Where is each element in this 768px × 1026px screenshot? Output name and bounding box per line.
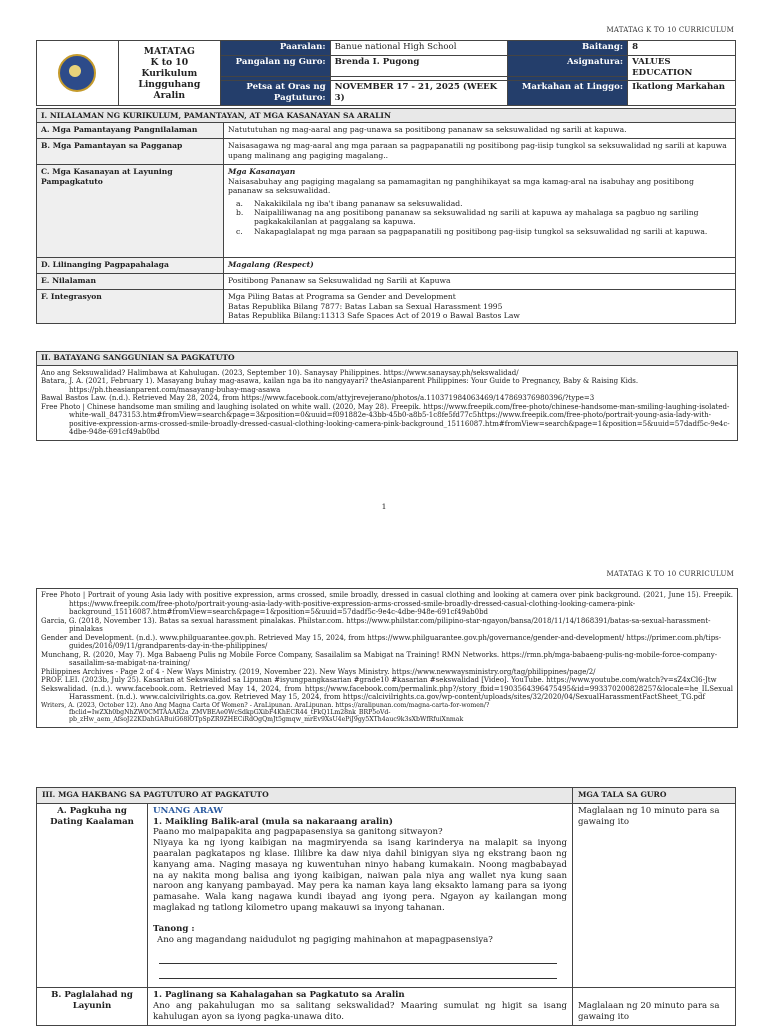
curriculum-header: MATATAG K TO 10 CURRICULUM (606, 570, 734, 578)
row-b-label: B. Mga Pamantayan sa Pagganap (37, 139, 224, 165)
document-title (118, 41, 220, 106)
answer-line (159, 964, 557, 979)
integrasyon-line: Batas Republika Bilang 7877: Batas Laban sa Sexual Harassment 1995 (228, 301, 503, 311)
reference-entry: Gender and Development. (n.d.). www.philguarantee.gov.ph. Retrieved May 15, 2024, from https://www.philguarantee.gov.ph/governance/gender-and-development/ https://primer.com.ph/tips-guides/2016/09/11/grandparents-day-in-the-philippines/ (41, 633, 722, 650)
section-1-table (36, 108, 736, 324)
kasanayan-heading: Mga Kasanayan (228, 167, 296, 177)
row-b-value: Naisasagawa ng mag-aaral ang mga paraan sa pagpapanatili ng positibong pag-iisip tungkol sa seksuwalidad ng sarili at kapuwa upang malinang ang pagiging magalang.. (224, 139, 736, 165)
reference-entry: Free Photo | Chinese handsome man smiling and laughing isolated on white wall. (2020, May 28). Freepik. https://www.freepik.com/free-photo/chinese-handsome-man-smiling-laughing-isolated-white-wall_8473153.htm#fromView=search&page=3&position=0&uuid=f091882e-43bb-45b0-a8b5-1c8fe5fd77c5https://www.freepik.com/free-photo/portrait-young-asia-lady-with-positive-expression-arms-crossed-smile-broadly-dressed-casual-clothing-looking-camera-pink-background_15116087.htm#fromView=search&page=1&position=5&uuid=57dadf5c-9e4c-4dbe-948e-691cf49ab0bd (41, 402, 730, 436)
balik-aral-heading: 1. Maikling Balik-aral (mula sa nakaraang aralin) (153, 816, 393, 827)
day-heading: UNANG ARAW (153, 805, 223, 816)
reference-entry: Batara, J. A. (2021, February 1). Masayang buhay mag-asawa, kailan nga ba ito nangyayari? theAsianparent Philippines: Your Guide to Pregnancy, Baby & Raising Kids. https://ph.theasianparent.com/masayang-buhay-mag-asawa (41, 377, 639, 394)
reference-entry: Sekswalidad. (n.d.). www.facebook.com. Retrieved May 14, 2024, from https://www.facebook.com/permalink.php?/story_fbid=1903564396475495&id=993370200828257&locale=he_ILSexual Harassment. (n.d.). www.calcivilrights.ca.gov. Retrieved May 15, 2024, from https://calcivilrights.ca.gov/wp-content/uploads/sites/32/2020/04/SexualHarassmentFactSheet_TG.pdf (41, 684, 733, 701)
layunin-item: Nakakikilala ng iba't ibang pananaw sa seksuwalidad. (254, 198, 463, 208)
tanong-label: Tanong : (153, 923, 195, 934)
section-2-title: II. BATAYANG SANGGUNIAN SA PAGKATUTO (37, 352, 737, 366)
section-1-title: I. NILALAMAN NG KURIKULUM, PAMANTAYAN, AT MGA KASANAYAN SA ARALIN (37, 109, 736, 123)
paglinang-text: Ano ang pakahulugan mo sa salitang sekswalidad? Maaring sumulat ng higit sa isang kahulugan ayon sa iyong pagka-unawa dito. (153, 1001, 567, 1022)
row-b-note: Maglalaan ng 20 minuto para sa gawaing ito (573, 988, 736, 1025)
row-e-label: E. Nilalaman (37, 274, 224, 290)
row-b-content (148, 988, 573, 1025)
balik-aral-question: Paano mo maipapakita ang pagpapasensiya sa ganitong sitwayon? (153, 827, 443, 838)
reference-entry: Ano ang Seksuwalidad? Halimbawa at Kahulugan. (2023, September 10). Sanaysay Philippines. https://www.sanaysay.ph/sekswalidad/ (41, 368, 519, 377)
markahan-label: Markahan at Linggo: (508, 81, 628, 106)
row-f-value (224, 290, 736, 324)
reference-entry: Writers, A. (2023, October 12). Ano Ang Magna Carta Of Women? - AraLipunan. AraLipunan. https://aralipunan.com/magna-carta-for-women/?fbclid=IwZXh0bgNhZW0CMTAAAR2a_ZMVBEAe0WcSdkpGXibF4KhECR44_tFkQ1Lm28nk_BRP5oVd-pb_zHw_aem_AfsoJ22KDahGABuiG68lOTpSpZR9ZHECiRdOgQmJt5gmqw_mrEv9XsU4ePiJ9gy5XTh4auc9k3sXbWfRfuiXnmak (41, 701, 490, 724)
reference-entry: PROF. LEI. (2023b, July 25). Kasarian at Sekswalidad sa Lipunan #isyungpangkasarian #grade10 #kasarian #sekswalidad [Video]. YouTube. https://www.youtube.com/watch?v=sZ4xCl6-Jtw (41, 676, 717, 684)
row-d-label: D. Lilinanging Pagpapahalaga (37, 258, 224, 274)
lesson-info-table (36, 40, 736, 106)
section-3-title: III. MGA HAKBANG SA PAGTUTURO AT PAGKATUTO (37, 788, 573, 804)
section-3-table (36, 787, 736, 1026)
tanong-text: Ano ang magandang naidudulot ng pagiging mahinahon at mapagpasensiya? (157, 934, 493, 945)
reference-entry: Bawal Bastos Law. (n.d.). Retrieved May 28, 2024, from https://www.facebook.com/attyjrevejerano/photos/a.110371984063469/147869376980396/?type=3 (41, 394, 595, 402)
guro-value: Brenda I. Pugong (330, 56, 508, 77)
baitang-value: 8 (628, 41, 736, 56)
row-c-label-text: C. Mga Kasanayan at Layuning Pampagkatuto (41, 167, 173, 186)
layunin-list (228, 199, 731, 237)
row-c-value (224, 165, 736, 258)
integrasyon-line: Batas Republika Bilang:11313 Safe Spaces Act of 2019 o Bawal Bastos Law (228, 311, 520, 321)
page-number: 1 (381, 502, 387, 511)
row-c-label (37, 165, 224, 258)
references-body (37, 366, 737, 440)
layunin-item: Nakapaglalapat ng mga paraan sa pagpapanatili ng positibong pag-iisip tungkol sa seksuwalidad ng sarili at kapuwa. (254, 226, 708, 236)
paaralan-label: Paaralan: (220, 41, 330, 56)
integrasyon-line: Mga Piling Batas at Programa sa Gender and Development (228, 292, 456, 302)
petsa-value: NOVEMBER 17 - 21, 2025 (WEEK 3) (330, 81, 508, 106)
asignatura-label: Asignatura: (508, 56, 628, 77)
asignatura-value: VALUES EDUCATION (628, 56, 736, 81)
references-body (37, 589, 737, 727)
title-line-2: K to 10 Kurikulum (141, 56, 198, 79)
row-d-value: Magalang (Respect) (224, 258, 736, 274)
petsa-label: Petsa at Oras ng Pagtuturo: (220, 81, 330, 106)
notes-column-title: MGA TALA SA GURO (573, 788, 736, 804)
paglinang-heading: 1. Paglinang sa Kahalagahan sa Pagkatuto sa Aralin (153, 990, 405, 1001)
layunin-item: Naipaliliwanag na ang positibong pananaw sa seksuwalidad ng sarili at kapuwa ay mahalaga sa pagbuo ng sariling pagkakakilanlan at paggalang sa kapuwa. (254, 208, 699, 227)
title-line-3: Lingguhang Aralin (138, 78, 201, 101)
guro-label: Pangalan ng Guro: (220, 56, 330, 77)
markahan-value: Ikatlong Markahan (628, 81, 736, 106)
baitang-label: Baitang: (508, 41, 628, 56)
row-a-content (148, 803, 573, 988)
reference-entry: Garcia, G. (2018, November 13). Batas sa sexual harassment pinalakas. Philstar.com. https://www.philstar.com/pilipino-star-ngayon/bansa/2018/11/14/1868391/batas-sa-sexual-harassment-pinalakas (41, 616, 711, 633)
balik-aral-story: Niyaya ka ng iyong kaibigan na magmiryenda sa isang karinderya na malapit sa inyong paaralan pagkatapos ng klase. Ililibre ka daw niya dahil binigyan siya ng ekstrang baon ng kanyang ama. Naging masaya ng kuwentuhan ninyo habang kumakain. Noong magbabayad na ay nakita mong balisa ang iyong kaibigan, naiwan pala niya ang wallet nya kung saan naroon ang kanyang pambayad. May pera ka naman kaya lang eksakto lamang para sa iyong pamasahe. Wala kang nagawa kundi ibayad ang iyong pera. Ngayon ay kailangan mong maglakad ng tatlong kilometro upang makauwi sa inyong tahanan. (153, 838, 567, 913)
row-a-note: Maglalaan ng 10 minuto para sa gawaing ito (573, 803, 736, 988)
answer-line (159, 949, 557, 964)
reference-entry: Munchang, R. (2020, May 7). Mga Babaeng Pulis ng Mobile Force Company, Sasailalim sa Mabigat na Training! RMN Networks. https://rmn.ph/mga-babaeng-pulis-ng-mobile-force-company-sasailalim-sa-mabigat-na-training/ (41, 650, 718, 667)
kasanayan-text: Naisasabuhay ang pagiging magalang sa pamamagitan ng panghihikayat sa mga kamag-aral na isabuhay ang positibong pananaw sa seksuwalidad. (228, 176, 694, 196)
deped-logo (37, 41, 119, 106)
row-e-value: Positibong Pananaw sa Seksuwalidad ng Sarili at Kapuwa (224, 274, 736, 290)
row-a-label: A. Mga Pamantayang Pangnilalaman (37, 123, 224, 139)
section-2-references (36, 351, 738, 441)
row-a-value: Natututuhan ng mag-aaral ang pag-unawa sa positibong pananaw sa seksuwalidad ng sarili at kapuwa. (224, 123, 736, 139)
row-b-label: B. Paglalahad ng Layunin (37, 988, 148, 1025)
row-a-label: A. Pagkuha ng Dating Kaalaman (37, 803, 148, 988)
paaralan-value: Banue national High School (330, 41, 508, 56)
references-continued (36, 588, 738, 728)
curriculum-header: MATATAG K TO 10 CURRICULUM (606, 26, 734, 34)
reference-entry: Free Photo | Portrait of young Asia lady with positive expression, arms crossed, smile broadly, dressed in casual clothing and looking at camera over pink background. (2021, June 15). Freepik. https://www.freepik.com/free-photo/portrait-young-asia-lady-with-positive-expression-arms-crossed-smile-broadly-dressed-casual-clothing-looking-camera-pink-background_15116087.htm#fromView=search&page=1&position=5&uuid=57dadf5c-9e4c-4dbe-948e-691cf49ab0bd (41, 591, 733, 616)
reference-entry: Philippines Archives - Page 2 of 4 - New Ways Ministry. (2019, November 22). New Ways Ministry. https://www.newwaysministry.org/tag/philippines/page/2/ (41, 667, 596, 676)
row-f-label: F. Integrasyon (37, 290, 224, 324)
title-line-1: MATATAG (143, 45, 195, 57)
deped-seal-icon (58, 54, 96, 92)
